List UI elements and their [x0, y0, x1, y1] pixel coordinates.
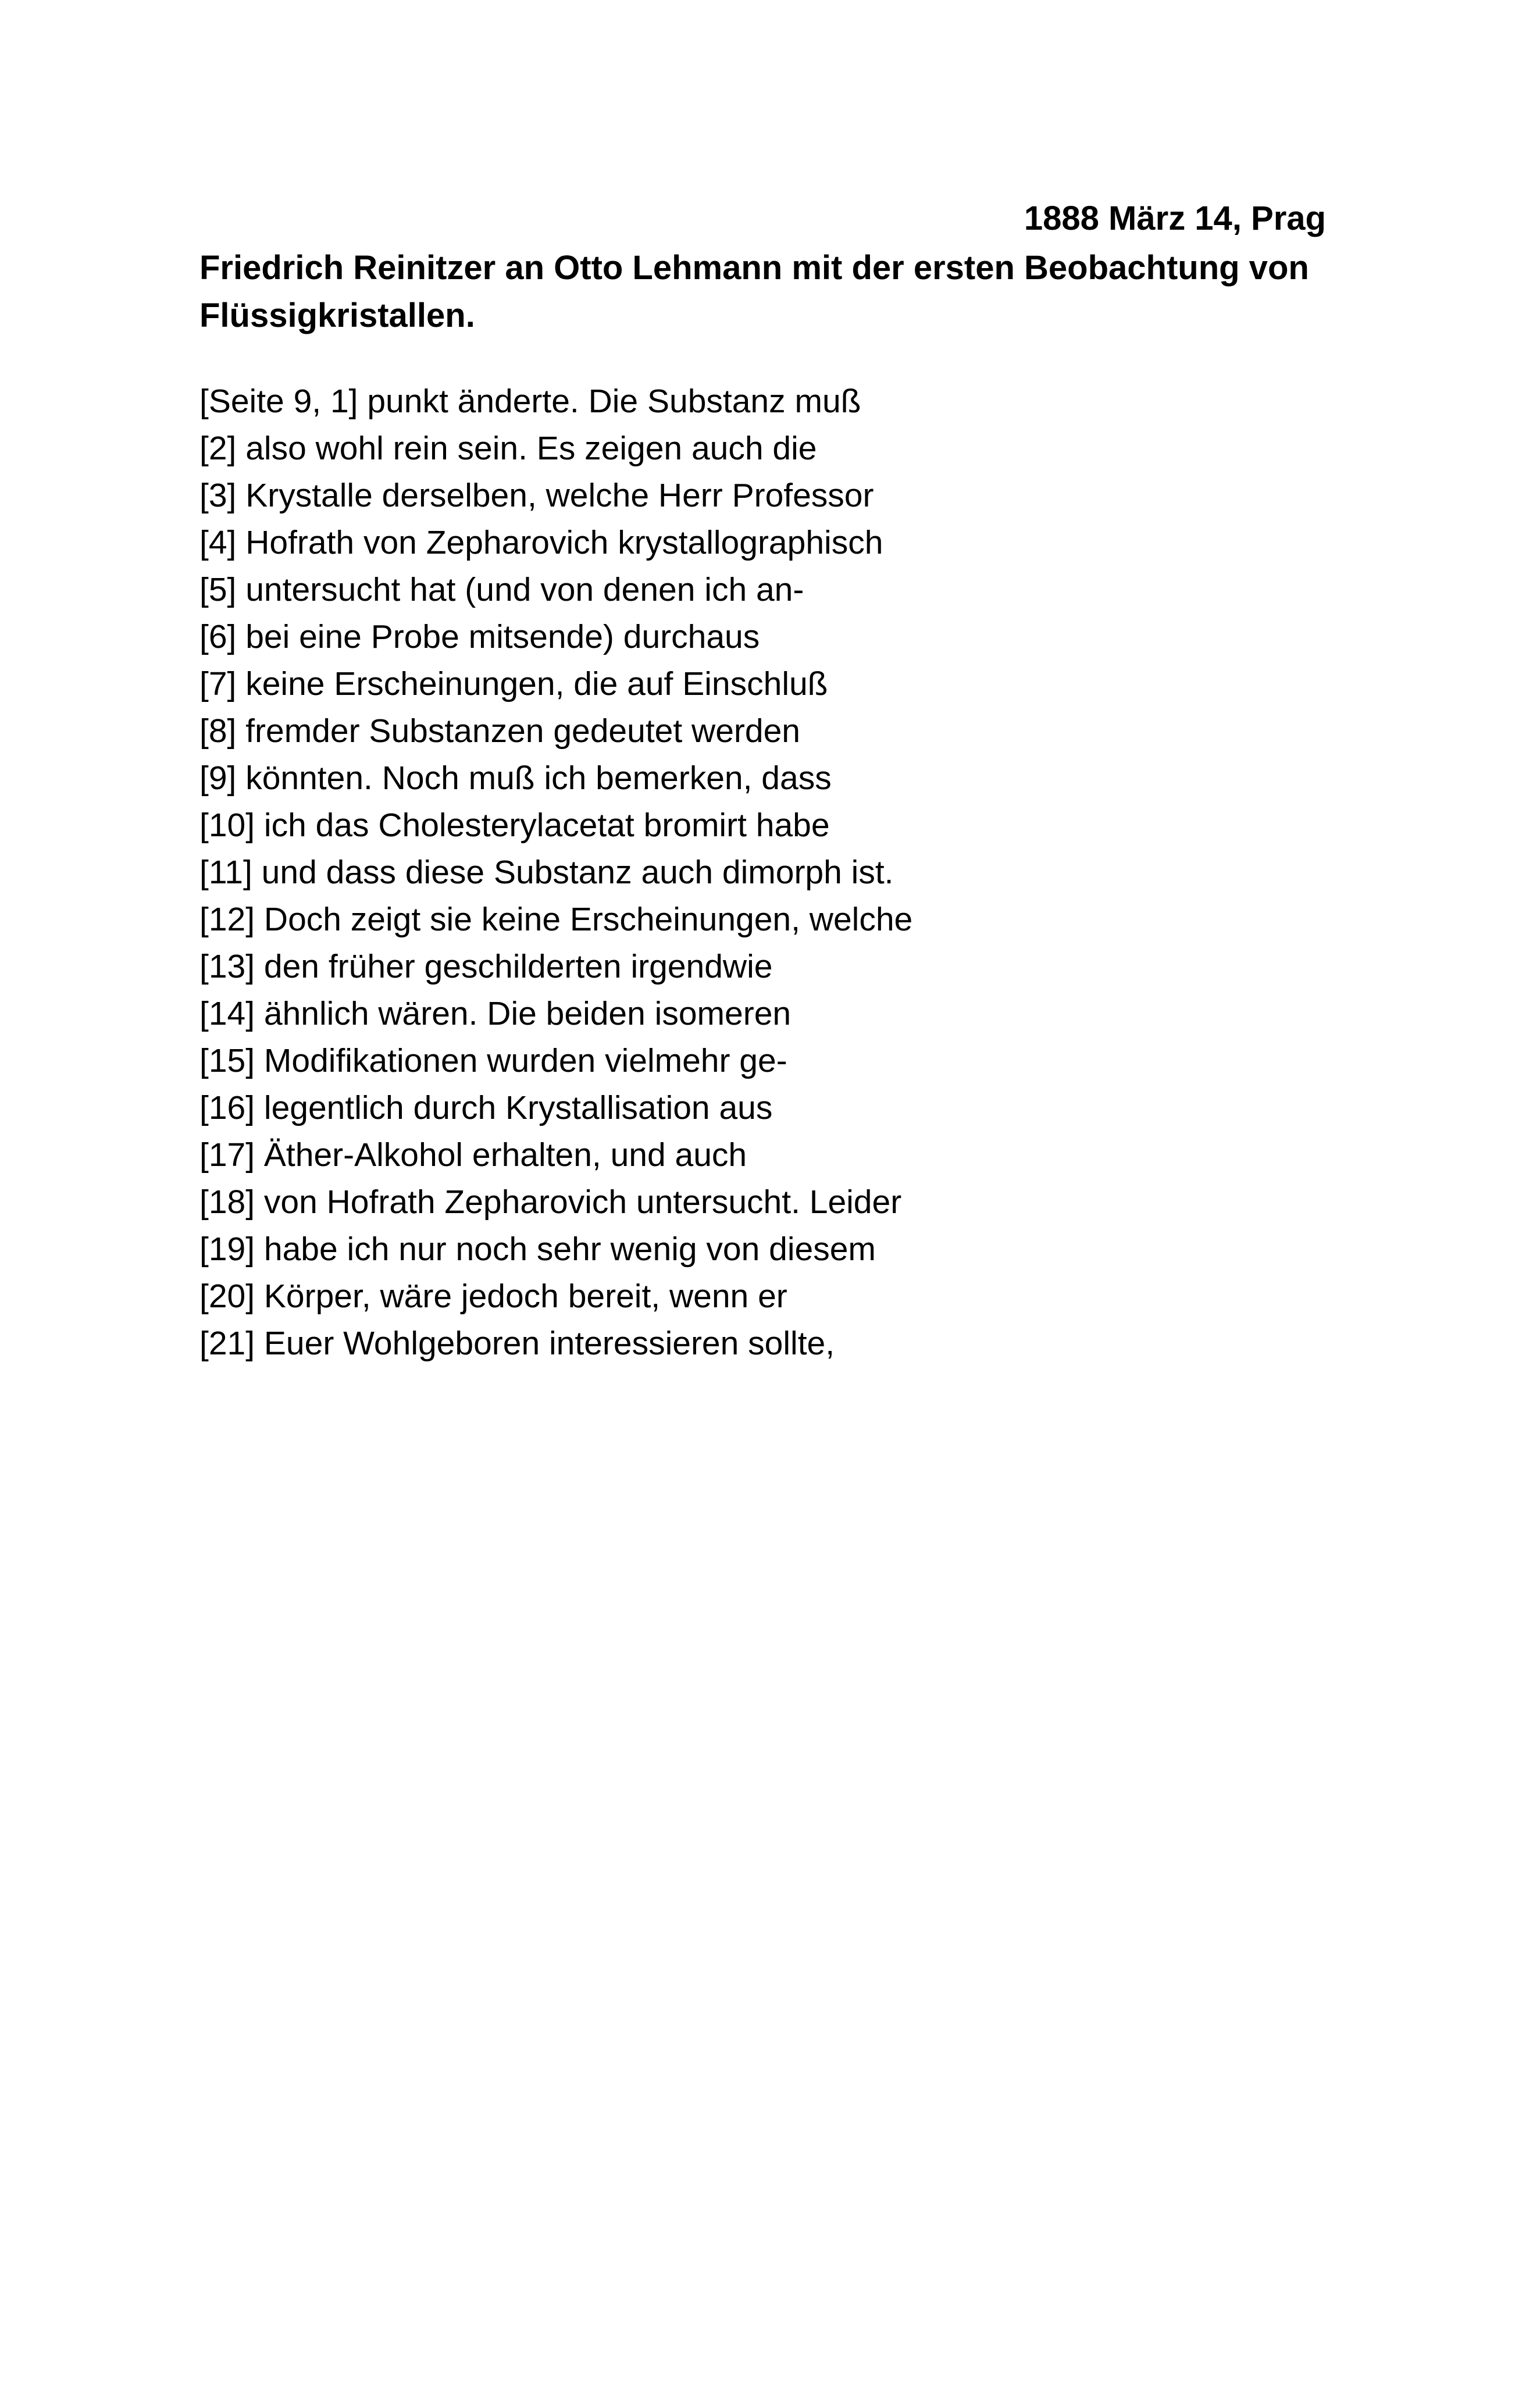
- transcription-line: [9] könnten. Noch muß ich bemerken, dass: [199, 759, 832, 797]
- transcription-line: [2] also wohl rein sein. Es zeigen auch die: [199, 430, 817, 467]
- date-place-heading: 1888 März 14, Prag: [1024, 199, 1326, 237]
- transcription-line: [12] Doch zeigt sie keine Erscheinungen, welche: [199, 901, 913, 938]
- transcription-line: [15] Modifikationen wurden vielmehr ge-: [199, 1042, 787, 1079]
- transcription-line: [20] Körper, wäre jedoch bereit, wenn er: [199, 1278, 787, 1315]
- transcription-line: [18] von Hofrath Zepharovich untersucht. Leider: [199, 1183, 902, 1221]
- transcription-line: [19] habe ich nur noch sehr wenig von diesem: [199, 1231, 876, 1268]
- transcription-line: [10] ich das Cholesterylacetat bromirt habe: [199, 807, 830, 844]
- transcription-line: [3] Krystalle derselben, welche Herr Professor: [199, 477, 874, 514]
- transcription-line: [4] Hofrath von Zepharovich krystallographisch: [199, 524, 883, 561]
- transcription-line: [11] und dass diese Substanz auch dimorph ist.: [199, 854, 894, 891]
- transcription-line: [7] keine Erscheinungen, die auf Einschluß: [199, 665, 828, 703]
- transcription-line: [13] den früher geschilderten irgendwie: [199, 948, 773, 985]
- transcription-line: [8] fremder Substanzen gedeutet werden: [199, 712, 800, 750]
- transcription-line: [5] untersucht hat (und von denen ich an-: [199, 571, 804, 608]
- transcription-line: [Seite 9, 1] punkt änderte. Die Substanz muß: [199, 383, 861, 420]
- transcription-line: [17] Äther-Alkohol erhalten, und auch: [199, 1136, 747, 1174]
- letter-title: Friedrich Reinitzer an Otto Lehmann mit der ersten Beobachtung von Flüssigkristallen.: [199, 249, 1309, 334]
- transcription-line: [16] legentlich durch Krystallisation aus: [199, 1089, 773, 1126]
- transcription-line: [6] bei eine Probe mitsende) durchaus: [199, 618, 760, 655]
- transcription-line: [14] ähnlich wären. Die beiden isomeren: [199, 995, 792, 1032]
- transcription-line: [21] Euer Wohlgeboren interessieren sollte,: [199, 1325, 835, 1362]
- transcription-lines: [199, 378, 1304, 1367]
